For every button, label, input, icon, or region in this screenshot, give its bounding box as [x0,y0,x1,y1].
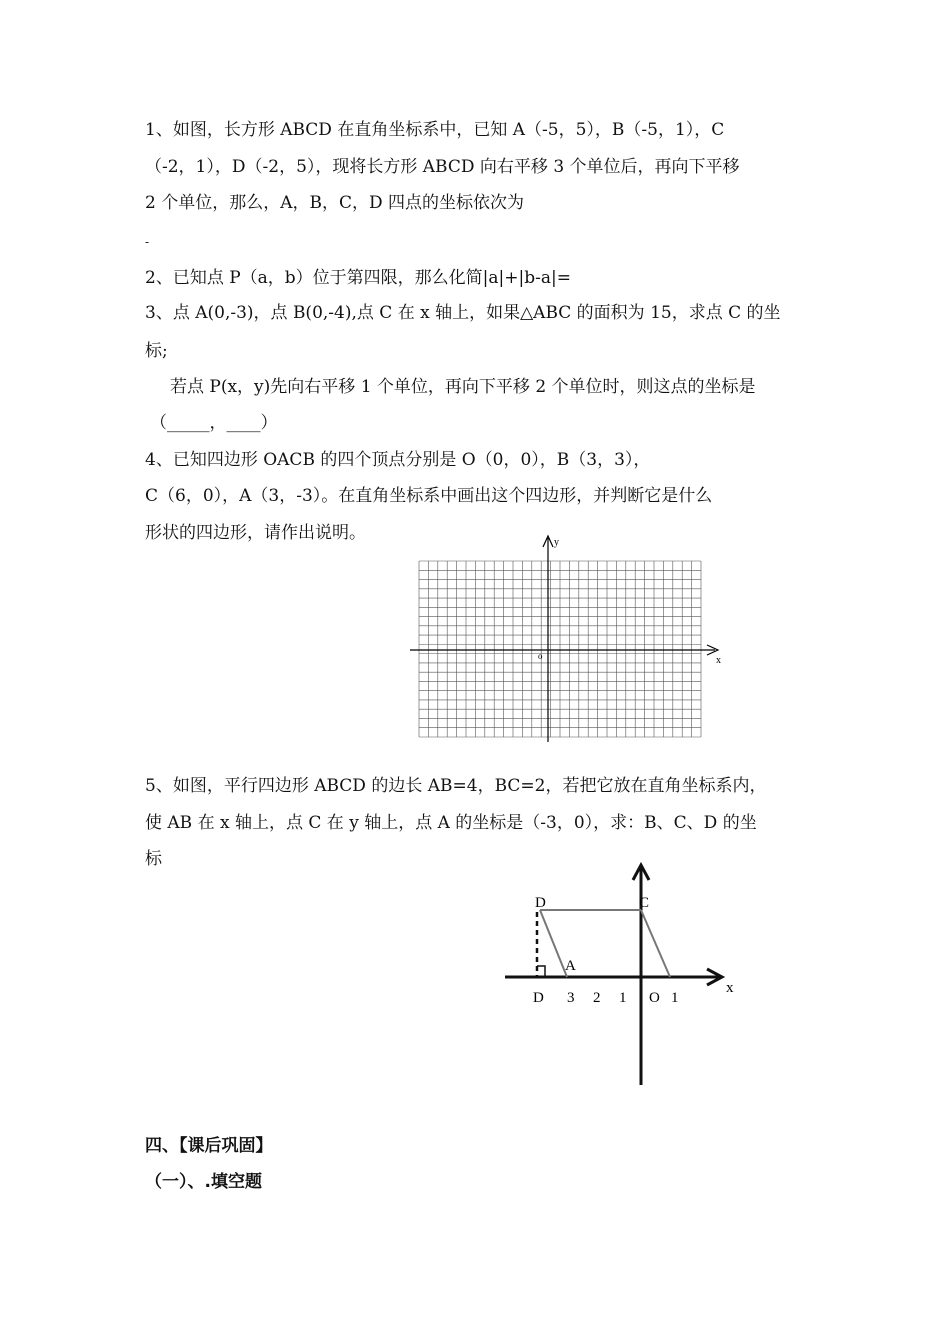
label-C: C [639,895,650,911]
q1-line1: 1、如图，长方形 ABCD 在直角坐标系中，已知 A（-5，5），B（-5，1），C [145,120,725,140]
parallelogram-shape [540,910,670,977]
label-x: x [726,980,734,996]
section-heading: 四、【课后巩固】 [145,1136,273,1156]
y-axis [543,536,553,742]
q4-line2: C（6，0），A（3，-3）。在直角坐标系中画出这个四边形，并判断它是什么 [145,486,713,506]
q1-line3: 2 个单位，那么，A，B，C，D 四点的坐标依次为 [145,193,525,213]
x-axis-label: x [716,655,721,666]
q5-line2: 使 AB 在 x 轴上，点 C 在 y 轴上，点 A 的坐标是（-3，0），求：B、C、D 的坐 [145,813,757,833]
axis-label-1-neg: 1 [619,990,627,1006]
q5-line3: 标 [145,849,162,869]
q5-line1: 5、如图，平行四边形 ABCD 的边长 AB=4，BC=2，若把它放在直角坐标系内， [145,776,767,796]
origin-label: o [538,651,543,661]
axis-label-D: D [533,990,544,1006]
axis-label-O: O [649,990,660,1006]
q1-blank: - [145,235,150,249]
label-A: A [565,958,576,974]
q3-line1: 3、点 A(0,-3)，点 B(0,-4),点 C 在 x 轴上，如果△ABC 的面积为 15，求点 C 的坐 [145,303,781,323]
q3-line2: 标; [145,341,168,361]
axis-label-2: 2 [593,990,601,1006]
q3-line4: （_____，____） [150,413,278,433]
q2-text: 2、已知点 P（a，b）位于第四限，那么化简|a|+|b-a|= [145,268,571,288]
grid-lines [419,561,701,737]
axis-label-1-pos: 1 [671,990,679,1006]
label-D-top: D [535,895,546,911]
q3-line3: 若点 P(x，y)先向右平移 1 个单位，再向下平移 2 个单位时，则这点的坐标是 [170,377,756,397]
parallelogram-figure [495,860,755,1090]
section-subheading: （一）、.填空题 [145,1172,262,1192]
coordinate-grid [405,530,735,750]
q4-line1: 4、已知四边形 OACB 的四个顶点分别是 O（0，0），B（3，3）， [145,450,651,470]
axis-label-3: 3 [567,990,575,1006]
q4-line3: 形状的四边形，请作出说明。 [145,523,366,543]
q1-line2: （-2，1），D（-2，5），现将长方形 ABCD 向右平移 3 个单位后，再向下平移 [145,157,740,177]
y-axis-label: y [554,537,559,548]
